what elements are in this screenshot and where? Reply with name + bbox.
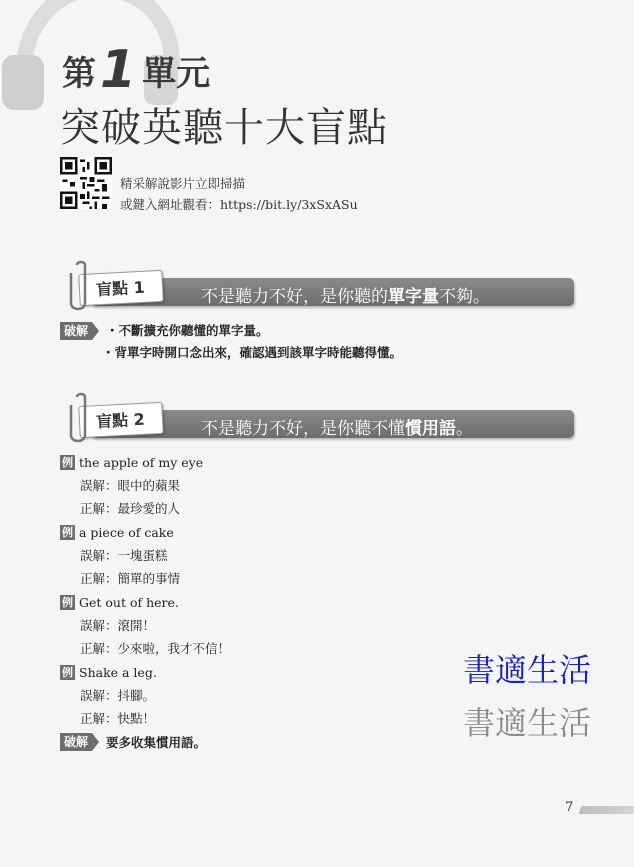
tip-item: ・背單字時開口念出來，確認遇到該單字時能聽得懂。	[102, 345, 403, 360]
wrong-meaning: 誤解：滾開！	[80, 618, 156, 633]
example-item	[60, 520, 230, 590]
blindspot-1-solution	[60, 320, 402, 364]
solution-badge: 破解	[60, 733, 92, 751]
banner-bar	[91, 410, 574, 438]
wrong-meaning: 誤解：一塊蛋糕	[80, 548, 168, 563]
example-badge: 例	[62, 455, 73, 469]
tip-item: ・不斷擴充你聽懂的單字量。	[106, 323, 269, 338]
qr-code[interactable]	[60, 157, 112, 209]
example-item	[60, 450, 230, 520]
example-item	[60, 590, 230, 660]
example-item	[60, 660, 230, 730]
blindspot-1-tag-label: 盲點 1	[95, 277, 146, 300]
unit-heading	[62, 40, 211, 100]
paperclip-icon	[65, 391, 95, 447]
example-phrase: a piece of cake	[79, 524, 174, 540]
example-badge: 例	[62, 595, 73, 609]
blindspot-2-tag-label: 盲點 2	[95, 409, 146, 432]
watermark-gray: 書適生活	[463, 704, 592, 742]
page-title: 突破英聽十大盲點	[60, 105, 388, 151]
blindspot-2-text: 不是聽力不好，是你聽不懂慣用語。	[201, 419, 473, 439]
unit-prefix: 第	[62, 54, 96, 94]
blindspot-2-solution	[60, 730, 230, 754]
blindspot-1-text: 不是聽力不好，是你聽的單字量不夠。	[201, 287, 490, 307]
blindspot-2-banner	[65, 405, 574, 441]
page-number-bar	[579, 806, 634, 814]
qr-caption-line1: 精采解說影片立即掃描	[120, 176, 246, 191]
right-meaning: 正解：少來啦，我才不信！	[80, 641, 231, 656]
solution-text: 要多收集慣用語。	[106, 735, 207, 750]
right-meaning: 正解：簡單的事情	[80, 571, 181, 586]
wrong-meaning: 誤解：抖腳。	[80, 688, 156, 703]
blindspot-1-banner	[65, 273, 574, 309]
right-meaning: 正解：最珍愛的人	[80, 501, 181, 516]
right-meaning: 正解：快點！	[80, 711, 156, 726]
page-number: 7	[565, 800, 574, 815]
example-phrase: Shake a leg.	[79, 664, 157, 680]
example-badge: 例	[62, 525, 73, 539]
unit-suffix: 單元	[142, 54, 211, 94]
qr-caption-line2[interactable]: 或鍵入網址觀看：https://bit.ly/3xSxASu	[120, 197, 358, 212]
examples-list	[60, 450, 230, 754]
example-phrase: Get out of here.	[79, 594, 179, 610]
banner-bar	[91, 278, 574, 306]
watermark-blue: 書適生活	[463, 651, 592, 689]
unit-number: 1	[100, 40, 137, 100]
example-badge: 例	[62, 665, 73, 679]
qr-caption	[120, 173, 358, 215]
solution-badge: 破解	[60, 322, 92, 340]
wrong-meaning: 誤解：眼中的蘋果	[80, 478, 181, 493]
example-phrase: the apple of my eye	[79, 454, 204, 470]
paperclip-icon	[65, 259, 95, 315]
